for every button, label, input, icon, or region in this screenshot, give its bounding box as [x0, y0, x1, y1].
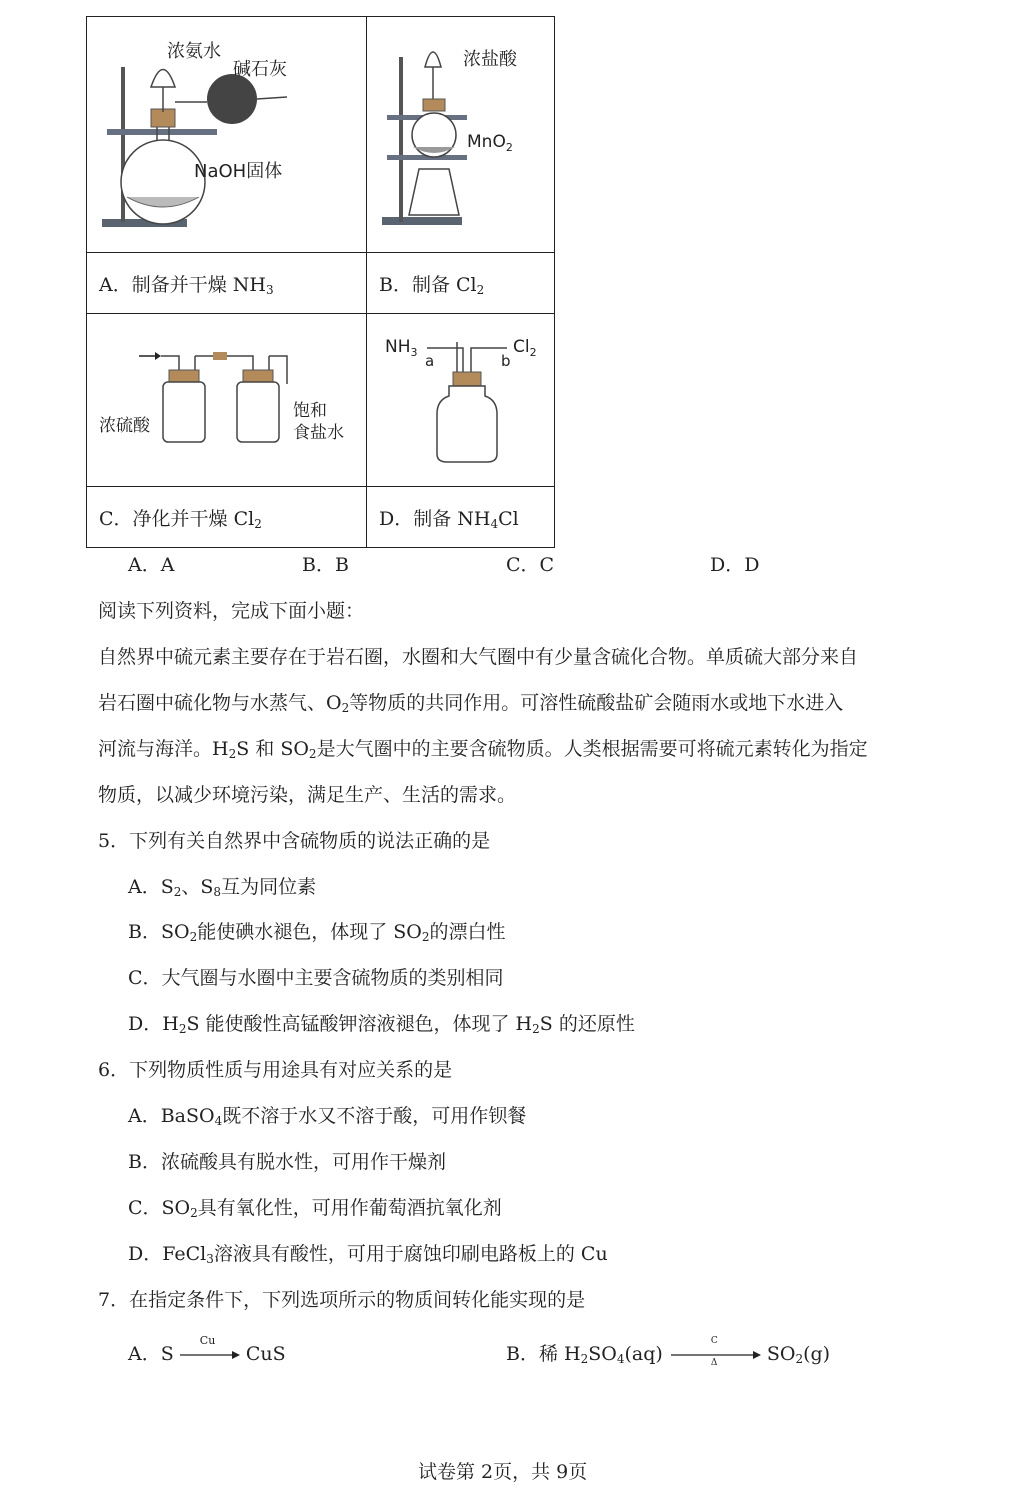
q6-option-b[interactable]: B．浓硫酸具有脱水性，可用作干燥剂 — [128, 1151, 446, 1173]
q5-option-a[interactable]: A．$S_2$、$S_8$互为同位素 — [128, 876, 317, 899]
caption-c — [87, 487, 367, 548]
q6-option-d[interactable]: D．FeCl$_3$溶液具有酸性，可用于腐蚀印刷电路板上的 Cu — [128, 1243, 608, 1266]
caption-a-text: A．制备并干燥 NH — [99, 273, 266, 296]
label-conc-hcl: 浓盐酸 — [463, 49, 517, 70]
label-cl-sub: 2 — [529, 346, 537, 359]
caption-a — [87, 253, 367, 314]
caption-c-text: C．净化并干燥 Cl — [99, 507, 255, 530]
label-brine: 食盐水 — [293, 423, 344, 443]
caption-d-sub: 4 — [490, 516, 499, 531]
apparatus-c-diagram — [87, 314, 366, 482]
q6-option-c[interactable]: C．$SO_2$具有氧化性，可用作葡萄酒抗氧化剂 — [128, 1197, 502, 1220]
apparatus-d-cell — [367, 314, 555, 487]
reading-intro: 阅读下列资料，完成下面小题： — [98, 600, 365, 622]
q4-option-c[interactable]: C．C — [506, 554, 555, 576]
label-saturated: 饱和 — [293, 401, 327, 421]
q6-stem: 6．下列物质性质与用途具有对应关系的是 — [98, 1059, 453, 1081]
q4-option-a[interactable]: A．A — [128, 554, 175, 576]
apparatus-b-cell — [367, 17, 555, 253]
label-conc-h2so4: 浓硫酸 — [99, 416, 150, 436]
apparatus-b-diagram — [367, 17, 554, 248]
reading-line-3: 河流与海洋。$H_2S$ 和 $SO_2$是大气圈中的主要含硫物质。人类根据需要可将硫元素转化为指定 — [98, 738, 868, 761]
caption-d — [367, 487, 555, 548]
caption-b-sub: 2 — [476, 282, 485, 297]
q5-option-d[interactable]: D．$H_2S$ 能使酸性高锰酸钾溶液褪色，体现了 $H_2S$ 的还原性 — [128, 1013, 635, 1036]
q4-option-d[interactable]: D．D — [710, 554, 760, 576]
label-nh: NH — [385, 337, 411, 357]
q7-option-b[interactable]: B．稀 $H_2SO_4(aq)$ C Δ $SO_2(g)$ — [506, 1336, 831, 1368]
label-soda-lime: 碱石灰 — [233, 59, 287, 80]
apparatus-c-cell — [87, 314, 367, 487]
apparatus-a-diagram — [87, 17, 366, 248]
q7b-arrow-icon — [669, 1347, 761, 1363]
label-cl: Cl — [513, 337, 530, 357]
q4-option-b[interactable]: B．B — [302, 554, 349, 576]
apparatus-a-cell — [87, 17, 367, 253]
label-b: b — [501, 352, 511, 370]
q7-stem: 7．在指定条件下，下列选项所示的物质间转化能实现的是 — [98, 1289, 586, 1311]
q7a-arrow-icon — [180, 1347, 240, 1363]
q7-option-a[interactable]: A．S Cu CuS — [128, 1334, 286, 1365]
caption-c-sub: 2 — [254, 516, 262, 531]
caption-a-sub: 3 — [265, 282, 274, 297]
q5-option-b[interactable]: B．$SO_2$能使碘水褪色，体现了 $SO_2$的漂白性 — [128, 921, 506, 944]
caption-d-suffix: Cl — [498, 507, 519, 530]
caption-d-text: D．制备 NH — [379, 507, 491, 530]
caption-b-text: B．制备 Cl — [379, 273, 477, 296]
reading-line-2: 岩石圈中硫化物与水蒸气、$O_2$等物质的共同作用。可溶性硫酸盐矿会随雨水或地下水进入 — [98, 692, 844, 715]
svg-text:NH3 — [385, 337, 418, 359]
q7b-condition-bottom: Δ — [710, 1358, 718, 1368]
svg-text:MnO2 — [467, 132, 513, 154]
q7b-condition-top: C — [710, 1336, 718, 1346]
q7a-condition: Cu — [199, 1334, 216, 1347]
label-a: a — [425, 352, 435, 370]
q5-option-c[interactable]: C．大气圈与水圈中主要含硫物质的类别相同 — [128, 967, 504, 989]
q5-stem: 5．下列有关自然界中含硫物质的说法正确的是 — [98, 830, 491, 852]
label-naoh-solid: NaOH固体 — [194, 161, 283, 182]
label-mno: MnO — [467, 132, 506, 152]
reading-line-1: 自然界中硫元素主要存在于岩石圈，水圈和大气圈中有少量含硫化合物。单质硫大部分来自 — [98, 646, 859, 668]
apparatus-d-diagram — [367, 314, 554, 482]
label-nh-sub: 3 — [410, 346, 418, 359]
label-mno-sub: 2 — [505, 141, 513, 154]
svg-text:Cl2 — [513, 337, 537, 359]
apparatus-table — [86, 16, 555, 548]
reading-line-4: 物质，以减少环境污染，满足生产、生活的需求。 — [98, 784, 517, 806]
q6-option-a[interactable]: A．BaSO$_4$既不溶于水又不溶于酸，可用作钡餐 — [128, 1105, 527, 1128]
page-footer: 试卷第 2页，共 9页 — [418, 1461, 588, 1483]
caption-b — [367, 253, 555, 314]
label-conc-ammonia: 浓氨水 — [167, 41, 221, 62]
